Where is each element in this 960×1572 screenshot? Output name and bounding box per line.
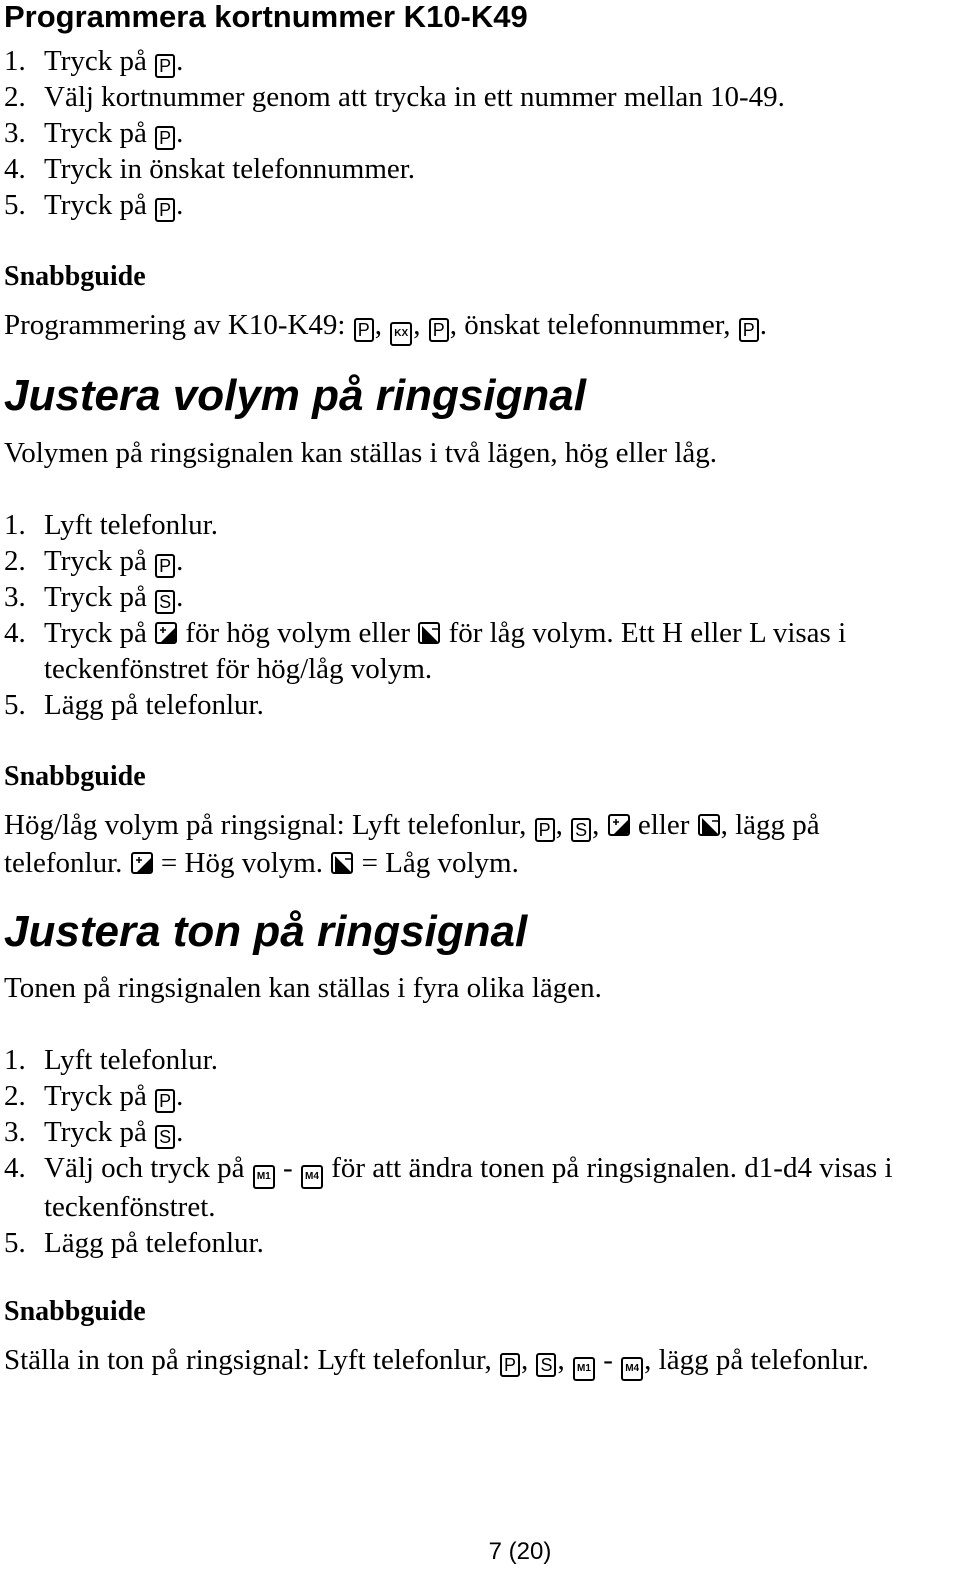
step-item [4,615,846,651]
step-text-end: . [176,189,184,221]
step-number: 5. [4,689,26,721]
quick-guide-heading: Snabbguide [4,261,146,292]
volume-down-key-icon [418,622,440,644]
p-key-icon: P [155,554,175,578]
m4-key-icon: M4 [621,1357,643,1381]
step-text-end: för låg volym. Ett H eller L visas i [441,617,847,649]
quick-guide-text [4,1342,869,1381]
quick-guide-heading: Snabbguide [4,1296,146,1327]
volume-up-key-icon [608,814,630,836]
step-number: 2. [4,1080,26,1112]
p-key-icon: P [155,198,175,222]
separator: , [592,809,607,841]
ring-volume-steps [4,507,846,723]
step-item [4,1225,893,1261]
step-text: Tryck på [44,545,155,577]
p-key-icon: P [535,818,555,842]
step-text-end: . [176,581,184,613]
step-text-end: . [176,45,184,77]
section-title-ring-tone: Justera ton på ringsignal [4,907,528,956]
step-item [4,187,785,223]
step-number: 1. [4,509,26,541]
step-text: Lyft telefonlur. [44,1044,218,1076]
step-number: 5. [4,189,26,221]
low-volume-label: = Låg volym. [354,847,519,879]
quick-guide-middle: , önskat telefonnummer, [449,309,738,341]
step-text-middle: för hög volym eller [178,617,418,649]
separator: , [413,309,428,341]
m4-key-icon: M4 [301,1165,323,1189]
p-key-icon: P [155,126,175,150]
step-text: Tryck på [44,617,155,649]
step-number: 4. [4,1152,26,1184]
volume-down-key-icon [698,814,720,836]
step-text-end: för att ändra tonen på ringsignalen. d1-d4 visas i [323,1152,893,1184]
step-text: Välj kortnummer genom att trycka in ett nummer mellan 10-49. [44,81,785,113]
step-item [4,1114,893,1150]
quick-guide-prefix: Hög/låg volym på ringsignal: Lyft telefonlur, [4,809,534,841]
step-number: 4. [4,617,26,649]
section-title-ring-volume: Justera volym på ringsignal [4,371,586,420]
quick-guide-prefix: Programmering av K10-K49: [4,309,353,341]
p-key-icon: P [354,318,374,342]
step-number: 3. [4,117,26,149]
quick-guide-text [4,307,767,346]
s-key-icon: S [155,1125,175,1149]
speed-dial-steps [4,43,785,223]
quick-guide-end: , lägg på telefonlur. [644,1344,869,1376]
step-text-end: . [176,117,184,149]
quick-guide-prefix: Ställa in ton på ringsignal: Lyft telefonlur, [4,1344,499,1376]
step-text: Tryck på [44,45,155,77]
separator: , [374,309,390,341]
step-continuation [4,1189,893,1225]
step-number: 1. [4,1044,26,1076]
quick-guide-or: eller [630,809,697,841]
step-text: Tryck in önskat telefonnummer. [44,153,416,185]
step-text-end: . [176,1116,184,1148]
step-item [4,79,785,115]
step-text: Tryck på [44,189,155,221]
quick-guide-text [4,807,820,843]
step-text-continued: teckenfönstret. [44,1191,216,1223]
step-number: 5. [4,1227,26,1259]
separator: , [557,1344,572,1376]
s-key-icon: S [571,818,591,842]
p-key-icon: P [429,318,449,342]
volume-up-key-icon [155,622,177,644]
step-number: 1. [4,45,26,77]
step-text-end: . [176,545,184,577]
step-text: Tryck på [44,1116,155,1148]
s-key-icon: S [536,1353,556,1377]
p-key-icon: P [155,1089,175,1113]
step-text-end: . [176,1080,184,1112]
quick-guide-text-line2 [4,845,519,881]
step-text: Tryck på [44,117,155,149]
quick-guide-end: . [759,309,767,341]
separator: , [520,1344,536,1376]
s-key-icon: S [155,590,175,614]
step-text: Tryck på [44,581,155,613]
step-text: Tryck på [44,1080,155,1112]
step-continuation [4,651,846,687]
quick-guide-line1-end: , lägg på [720,809,820,841]
range-dash: - [595,1344,621,1376]
volume-up-key-icon [131,852,153,874]
kx-key-icon: KX [390,322,412,346]
step-text-continued: teckenfönstret för hög/låg volym. [44,653,433,685]
step-text: Lyft telefonlur. [44,509,218,541]
step-item [4,151,785,187]
ring-volume-intro: Volymen på ringsignalen kan ställas i två lägen, hög eller låg. [4,437,718,469]
page-number: 7 (20) [488,1538,552,1565]
step-text: Lägg på telefonlur. [44,1227,264,1259]
step-item [4,1078,893,1114]
ring-tone-steps [4,1042,893,1261]
p-key-icon: P [739,318,759,342]
step-item [4,687,846,723]
step-text: Välj och tryck på [44,1152,252,1184]
ring-tone-intro: Tonen på ringsignalen kan ställas i fyra olika lägen. [4,972,602,1004]
high-volume-label: = Hög volym. [153,847,331,879]
quick-guide-heading: Snabbguide [4,761,146,792]
step-text: Lägg på telefonlur. [44,689,264,721]
step-number: 2. [4,545,26,577]
m1-key-icon: M1 [573,1357,595,1381]
m1-key-icon: M1 [253,1165,275,1189]
step-number: 2. [4,81,26,113]
range-dash: - [275,1152,300,1184]
step-number: 3. [4,1116,26,1148]
step-number: 3. [4,581,26,613]
step-item [4,115,785,151]
step-number: 4. [4,153,26,185]
step-item [4,1150,893,1189]
step-item [4,579,846,615]
step-item [4,1042,893,1078]
p-key-icon: P [155,54,175,78]
quick-guide-line2-prefix: telefonlur. [4,847,130,879]
step-item [4,507,846,543]
step-item [4,43,785,79]
separator: , [555,809,571,841]
step-item [4,543,846,579]
volume-down-key-icon [331,852,353,874]
p-key-icon: P [500,1353,520,1377]
section-title-speed-dial: Programmera kortnummer K10-K49 [4,0,528,34]
